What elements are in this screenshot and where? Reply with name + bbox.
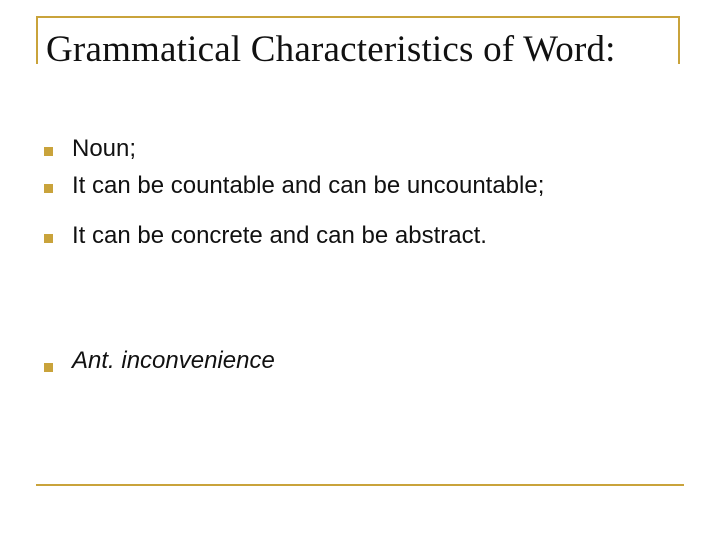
slide-title: Grammatical Characteristics of Word: bbox=[46, 29, 616, 70]
bullet-text-1: Noun; bbox=[72, 135, 137, 162]
bullet-marker-1 bbox=[44, 147, 53, 156]
bullet-text-2: It can be countable and can be uncountable; bbox=[72, 172, 545, 199]
bullet-text-ant: Ant. inconvenience bbox=[72, 347, 275, 374]
bullet-marker-4 bbox=[44, 363, 53, 372]
left-rule bbox=[36, 16, 38, 64]
right-rule bbox=[678, 16, 680, 64]
bullet-text-3: It can be concrete and can be abstract. bbox=[72, 222, 487, 249]
top-rule bbox=[36, 16, 680, 18]
bottom-rule bbox=[36, 484, 684, 486]
bullet-marker-2 bbox=[44, 184, 53, 193]
bullet-marker-3 bbox=[44, 234, 53, 243]
